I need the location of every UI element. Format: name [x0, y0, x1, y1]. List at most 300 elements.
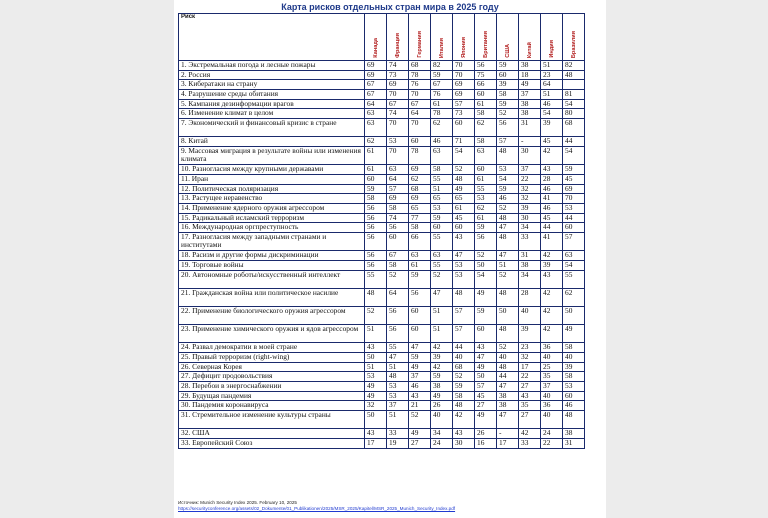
risk-value-cell: 56 — [365, 260, 387, 270]
risk-value-cell: 49 — [563, 325, 585, 343]
risk-value-cell: 60 — [475, 165, 497, 175]
table-row — [179, 109, 585, 119]
country-label: Франция — [394, 33, 401, 58]
risk-name-cell: 1. Экстремальная погода и лесные пожары — [179, 61, 365, 71]
risk-value-cell: 39 — [519, 203, 541, 213]
risk-value-cell: 51 — [431, 184, 453, 194]
risk-value-cell: 38 — [519, 61, 541, 71]
risk-value-cell: 42 — [541, 147, 563, 165]
source-link[interactable]: https://securityconference.org/assets/02_Dokumente/01_Publikationen/2025/MSR_2025/Kapitel/MSR_2025_Munich_Security_Index.pdf — [178, 506, 456, 511]
risk-value-cell: 51 — [365, 325, 387, 343]
risk-value-cell: 69 — [409, 194, 431, 204]
risk-value-cell: 53 — [563, 203, 585, 213]
risk-value-cell: 48 — [497, 325, 519, 343]
risk-name-cell: 19. Торговые войны — [179, 260, 365, 270]
risk-value-cell: 48 — [453, 288, 475, 306]
risk-value-cell: 17 — [497, 439, 519, 449]
risk-value-cell: 40 — [541, 411, 563, 429]
risk-value-cell: 32 — [519, 194, 541, 204]
risk-name-cell: 20. Автономные роботы/искусственный интеллект — [179, 270, 365, 288]
risk-value-cell: 51 — [431, 306, 453, 324]
risk-value-cell: 31 — [519, 251, 541, 261]
risk-value-cell: 43 — [453, 429, 475, 439]
risk-value-cell: 59 — [431, 70, 453, 80]
risk-value-cell: 43 — [409, 391, 431, 401]
risk-value-cell: 49 — [453, 184, 475, 194]
risk-value-cell: 30 — [453, 439, 475, 449]
risk-value-cell: 43 — [541, 165, 563, 175]
risk-name-cell: 25. Правый терроризм (right-wing) — [179, 353, 365, 363]
risk-value-cell: 27 — [519, 382, 541, 392]
column-header-country — [519, 14, 541, 61]
risk-value-cell: 39 — [541, 260, 563, 270]
risk-value-cell: 38 — [497, 391, 519, 401]
risk-value-cell: 23 — [541, 70, 563, 80]
risk-value-cell: 22 — [519, 174, 541, 184]
risk-value-cell: 58 — [563, 372, 585, 382]
risk-value-cell: 34 — [519, 270, 541, 288]
risk-value-cell: 57 — [387, 184, 409, 194]
risk-value-cell: 74 — [387, 61, 409, 71]
risk-value-cell: 46 — [541, 203, 563, 213]
table-row — [179, 137, 585, 147]
risk-value-cell: 48 — [365, 288, 387, 306]
risk-value-cell: 48 — [497, 147, 519, 165]
risk-value-cell: 70 — [563, 194, 585, 204]
risk-value-cell: 48 — [497, 213, 519, 223]
risk-value-cell: 37 — [541, 382, 563, 392]
table-row — [179, 119, 585, 137]
risk-value-cell: 52 — [431, 270, 453, 288]
risk-value-cell: 67 — [409, 99, 431, 109]
risk-value-cell: 30 — [519, 213, 541, 223]
risk-value-cell: 82 — [563, 61, 585, 71]
risk-value-cell: 42 — [453, 411, 475, 429]
risk-name-cell: 18. Расизм и другие формы дискриминации — [179, 251, 365, 261]
risk-value-cell: 28 — [541, 174, 563, 184]
table-row — [179, 391, 585, 401]
risk-value-cell: 73 — [453, 109, 475, 119]
risk-value-cell: 27 — [519, 411, 541, 429]
risk-name-cell: 10. Разногласия между крупными державами — [179, 165, 365, 175]
risk-value-cell: 71 — [453, 137, 475, 147]
risk-value-cell: 76 — [431, 90, 453, 100]
risk-value-cell: 66 — [409, 233, 431, 251]
risk-name-cell: 12. Политическая поляризация — [179, 184, 365, 194]
risk-value-cell: 37 — [519, 90, 541, 100]
risk-value-cell: 64 — [409, 109, 431, 119]
risk-value-cell: 55 — [431, 233, 453, 251]
risk-value-cell: 49 — [519, 80, 541, 90]
risk-value-cell: 68 — [409, 61, 431, 71]
risk-value-cell: 50 — [497, 306, 519, 324]
risk-value-cell: 63 — [387, 165, 409, 175]
risk-value-cell: 56 — [365, 213, 387, 223]
table-row — [179, 99, 585, 109]
column-header-risk: Риск — [179, 14, 365, 61]
risk-value-cell: 43 — [475, 343, 497, 353]
risk-value-cell: 62 — [563, 288, 585, 306]
risk-value-cell: 39 — [497, 80, 519, 90]
column-header-country — [431, 14, 453, 61]
risk-value-cell: 52 — [497, 270, 519, 288]
risk-value-cell: 50 — [365, 411, 387, 429]
column-header-country — [563, 14, 585, 61]
risk-value-cell: 56 — [365, 203, 387, 213]
risk-value-cell: 45 — [453, 213, 475, 223]
risk-value-cell: 32 — [519, 184, 541, 194]
risk-value-cell: 43 — [519, 391, 541, 401]
risk-value-cell: 70 — [453, 61, 475, 71]
risk-value-cell: 68 — [409, 184, 431, 194]
risk-value-cell: 51 — [541, 61, 563, 71]
risk-value-cell: 53 — [387, 137, 409, 147]
risk-value-cell: 33 — [519, 439, 541, 449]
risk-value-cell: 60 — [431, 223, 453, 233]
risk-value-cell: 46 — [541, 99, 563, 109]
risk-value-cell: 80 — [563, 109, 585, 119]
risk-value-cell: 69 — [409, 165, 431, 175]
risk-value-cell: 74 — [387, 109, 409, 119]
risk-value-cell: 61 — [365, 147, 387, 165]
risk-value-cell: 75 — [475, 70, 497, 80]
country-label: США — [504, 44, 511, 58]
risk-name-cell: 28. Перебои в энергоснабжении — [179, 382, 365, 392]
table-row — [179, 260, 585, 270]
country-label: Китай — [526, 41, 533, 58]
risk-value-cell: 55 — [431, 260, 453, 270]
risk-name-cell: 3. Кибератаки на страну — [179, 80, 365, 90]
risk-value-cell: 37 — [409, 372, 431, 382]
risk-value-cell: 53 — [453, 260, 475, 270]
risk-value-cell: 45 — [541, 213, 563, 223]
risk-value-cell: 42 — [431, 362, 453, 372]
risk-value-cell: 64 — [387, 174, 409, 184]
risk-value-cell: 53 — [387, 391, 409, 401]
risk-value-cell: 46 — [431, 137, 453, 147]
risk-value-cell: 78 — [431, 109, 453, 119]
risk-value-cell: 50 — [475, 260, 497, 270]
risk-value-cell: 31 — [519, 119, 541, 137]
risk-value-cell: 54 — [497, 174, 519, 184]
risk-value-cell: 61 — [365, 165, 387, 175]
risk-value-cell: 27 — [409, 439, 431, 449]
risk-name-cell: 31. Стремительное изменение культуры страны — [179, 411, 365, 429]
table-row — [179, 411, 585, 429]
risk-value-cell: 40 — [453, 353, 475, 363]
risk-value-cell: 56 — [365, 251, 387, 261]
table-row — [179, 233, 585, 251]
risk-value-cell: 22 — [541, 439, 563, 449]
risk-value-cell: 46 — [409, 382, 431, 392]
risk-value-cell: 60 — [563, 223, 585, 233]
table-row — [179, 372, 585, 382]
risk-value-cell: 49 — [409, 362, 431, 372]
risk-value-cell: 69 — [365, 70, 387, 80]
risk-value-cell: 60 — [453, 223, 475, 233]
column-header-country — [453, 14, 475, 61]
risk-value-cell: 49 — [365, 382, 387, 392]
risk-value-cell: 43 — [453, 233, 475, 251]
risk-value-cell: 35 — [519, 401, 541, 411]
risk-name-cell: 21. Гражданская война или политическое насилие — [179, 288, 365, 306]
risk-value-cell: 58 — [365, 194, 387, 204]
column-header-country — [387, 14, 409, 61]
risk-value-cell: 52 — [409, 411, 431, 429]
risk-value-cell: 78 — [409, 70, 431, 80]
risk-name-cell: 27. Дефицит продовольствия — [179, 372, 365, 382]
risk-value-cell: 81 — [563, 90, 585, 100]
risk-value-cell: 62 — [475, 203, 497, 213]
document-page — [174, 0, 606, 518]
table-row — [179, 184, 585, 194]
risk-value-cell: 38 — [431, 382, 453, 392]
risk-value-cell: 82 — [431, 61, 453, 71]
risk-value-cell: 62 — [365, 137, 387, 147]
risk-value-cell: 73 — [387, 70, 409, 80]
risk-value-cell: 37 — [387, 401, 409, 411]
risk-value-cell: 58 — [409, 223, 431, 233]
risk-name-cell: 13. Растущее неравенство — [179, 194, 365, 204]
risk-value-cell — [563, 80, 585, 90]
risk-value-cell: 48 — [387, 372, 409, 382]
risk-value-cell: 23 — [519, 343, 541, 353]
risk-value-cell: 58 — [387, 260, 409, 270]
risk-name-cell: 24. Развал демократии в моей стране — [179, 343, 365, 353]
risk-value-cell: 64 — [365, 99, 387, 109]
risk-value-cell: 63 — [431, 147, 453, 165]
risk-value-cell: 53 — [563, 382, 585, 392]
risk-value-cell: 47 — [497, 223, 519, 233]
risk-value-cell: 69 — [563, 184, 585, 194]
risk-value-cell: 47 — [497, 382, 519, 392]
risk-value-cell: 56 — [387, 223, 409, 233]
risk-value-cell: 41 — [541, 233, 563, 251]
risk-value-cell: 54 — [541, 109, 563, 119]
risk-value-cell: 49 — [431, 391, 453, 401]
risk-value-cell: 43 — [365, 343, 387, 353]
risk-value-cell: 32 — [519, 353, 541, 363]
table-row — [179, 325, 585, 343]
risk-value-cell: 38 — [519, 109, 541, 119]
risk-value-cell: 59 — [431, 213, 453, 223]
country-label: Италия — [438, 37, 445, 58]
table-row — [179, 401, 585, 411]
risk-value-cell: 36 — [541, 343, 563, 353]
risk-value-cell: 17 — [365, 439, 387, 449]
risk-value-cell: 57 — [453, 306, 475, 324]
risk-value-cell: 57 — [453, 325, 475, 343]
risk-value-cell: 40 — [497, 353, 519, 363]
risk-value-cell: 51 — [365, 362, 387, 372]
risk-value-cell: 65 — [409, 203, 431, 213]
table-row — [179, 165, 585, 175]
risk-value-cell: 70 — [409, 119, 431, 137]
risk-value-cell: 22 — [519, 372, 541, 382]
risk-value-cell: 56 — [497, 119, 519, 137]
risk-value-cell: 58 — [387, 203, 409, 213]
table-row — [179, 147, 585, 165]
table-row — [179, 174, 585, 184]
risk-name-cell: 14. Применение ядерного оружия агрессором — [179, 203, 365, 213]
risk-value-cell: 61 — [475, 174, 497, 184]
risk-value-cell: 24 — [541, 429, 563, 439]
table-header-row — [179, 14, 585, 61]
risk-value-cell: 52 — [497, 343, 519, 353]
table-row — [179, 251, 585, 261]
risk-name-cell: 8. Китай — [179, 137, 365, 147]
risk-value-cell: 45 — [475, 391, 497, 401]
risk-value-cell: 37 — [519, 165, 541, 175]
risk-value-cell: 54 — [563, 147, 585, 165]
risk-value-cell: 55 — [387, 343, 409, 353]
risk-value-cell: 69 — [365, 61, 387, 71]
risk-value-cell: 58 — [563, 343, 585, 353]
risk-value-cell: 56 — [387, 306, 409, 324]
risk-value-cell: 40 — [541, 353, 563, 363]
risk-value-cell: 38 — [519, 99, 541, 109]
risk-value-cell: 52 — [387, 270, 409, 288]
country-label: Канада — [372, 38, 379, 58]
risk-value-cell: 24 — [431, 439, 453, 449]
risk-name-cell: 32. США — [179, 429, 365, 439]
table-row — [179, 429, 585, 439]
risk-value-cell: 58 — [475, 137, 497, 147]
risk-value-cell: 42 — [541, 306, 563, 324]
risk-value-cell: 67 — [387, 251, 409, 261]
risk-value-cell: 50 — [563, 306, 585, 324]
table-row — [179, 213, 585, 223]
risk-value-cell: 44 — [563, 213, 585, 223]
risk-value-cell: 56 — [475, 61, 497, 71]
risk-value-cell: 63 — [563, 251, 585, 261]
risk-value-cell: 60 — [475, 90, 497, 100]
risk-value-cell: 30 — [519, 147, 541, 165]
risk-value-cell: 53 — [365, 372, 387, 382]
risk-value-cell: 55 — [431, 174, 453, 184]
risk-table — [178, 13, 585, 449]
risk-value-cell: 42 — [431, 343, 453, 353]
risk-value-cell: 52 — [475, 251, 497, 261]
risk-value-cell: 40 — [431, 411, 453, 429]
table-row — [179, 223, 585, 233]
risk-value-cell: 65 — [453, 194, 475, 204]
risk-value-cell: 53 — [387, 382, 409, 392]
risk-value-cell: 62 — [409, 174, 431, 184]
risk-value-cell: 42 — [541, 288, 563, 306]
risk-value-cell: 57 — [453, 99, 475, 109]
risk-value-cell: 44 — [453, 343, 475, 353]
risk-value-cell: 38 — [497, 401, 519, 411]
source-note — [178, 500, 602, 512]
risk-value-cell: 18 — [519, 70, 541, 80]
risk-value-cell: 62 — [475, 119, 497, 137]
risk-value-cell: 76 — [409, 80, 431, 90]
risk-value-cell: 60 — [563, 391, 585, 401]
risk-value-cell: 68 — [453, 362, 475, 372]
risk-value-cell: 41 — [541, 194, 563, 204]
risk-value-cell: 67 — [387, 99, 409, 109]
risk-value-cell: 35 — [541, 372, 563, 382]
risk-value-cell: 16 — [475, 439, 497, 449]
risk-value-cell: 40 — [541, 391, 563, 401]
risk-value-cell: 36 — [541, 401, 563, 411]
risk-value-cell: 70 — [453, 70, 475, 80]
risk-value-cell: 56 — [409, 288, 431, 306]
risk-value-cell: 57 — [497, 137, 519, 147]
table-row — [179, 343, 585, 353]
risk-value-cell: 31 — [563, 439, 585, 449]
risk-value-cell: 47 — [497, 251, 519, 261]
table-title: Карта рисков отдельных стран мира в 2025 году — [281, 2, 499, 12]
table-row — [179, 353, 585, 363]
risk-value-cell: 54 — [453, 147, 475, 165]
risk-value-cell: 48 — [497, 362, 519, 372]
risk-name-cell: 30. Пандемия коронавируса — [179, 401, 365, 411]
risk-value-cell: 70 — [387, 119, 409, 137]
risk-value-cell: 70 — [387, 147, 409, 165]
table-row — [179, 306, 585, 324]
risk-value-cell: 53 — [497, 165, 519, 175]
risk-value-cell: 49 — [365, 391, 387, 401]
risk-value-cell: 34 — [431, 429, 453, 439]
risk-value-cell: 48 — [563, 411, 585, 429]
risk-value-cell: 34 — [519, 223, 541, 233]
risk-value-cell: 59 — [475, 306, 497, 324]
source-caption: Источник: Munich Security Index 2025. February 10, 2025 — [178, 500, 297, 505]
risk-value-cell: 70 — [387, 90, 409, 100]
risk-value-cell: 44 — [563, 137, 585, 147]
risk-value-cell: 58 — [497, 90, 519, 100]
country-label: Британия — [482, 31, 489, 58]
table-row — [179, 80, 585, 90]
risk-name-cell: 23. Применение химического оружия и ядов агрессором — [179, 325, 365, 343]
risk-value-cell: 60 — [409, 306, 431, 324]
risk-value-cell: 46 — [563, 401, 585, 411]
risk-value-cell: 49 — [475, 362, 497, 372]
risk-value-cell: 54 — [475, 270, 497, 288]
risk-value-cell: 47 — [431, 288, 453, 306]
table-row — [179, 362, 585, 372]
risk-value-cell: 48 — [453, 401, 475, 411]
table-body — [179, 61, 585, 449]
risk-value-cell: 77 — [409, 213, 431, 223]
risk-value-cell: 38 — [563, 429, 585, 439]
risk-value-cell: 63 — [431, 251, 453, 261]
risk-value-cell: 51 — [497, 260, 519, 270]
risk-value-cell: 38 — [519, 260, 541, 270]
risk-value-cell: 59 — [409, 353, 431, 363]
risk-value-cell: 49 — [475, 411, 497, 429]
risk-value-cell: 64 — [387, 288, 409, 306]
risk-value-cell: 52 — [497, 109, 519, 119]
risk-value-cell: 51 — [387, 411, 409, 429]
table-row — [179, 194, 585, 204]
risk-value-cell: 59 — [497, 61, 519, 71]
risk-name-cell: 9. Массовая миграция в результате войны или изменения климата — [179, 147, 365, 165]
risk-value-cell: 67 — [365, 90, 387, 100]
risk-value-cell: 47 — [453, 251, 475, 261]
risk-value-cell: 39 — [563, 362, 585, 372]
risk-name-cell: 11. Иран — [179, 174, 365, 184]
risk-value-cell: 60 — [475, 325, 497, 343]
risk-value-cell: 60 — [497, 70, 519, 80]
column-header-country — [541, 14, 563, 61]
risk-value-cell: 61 — [475, 213, 497, 223]
risk-value-cell: 69 — [387, 80, 409, 90]
risk-value-cell: 67 — [365, 80, 387, 90]
risk-value-cell: 46 — [541, 184, 563, 194]
